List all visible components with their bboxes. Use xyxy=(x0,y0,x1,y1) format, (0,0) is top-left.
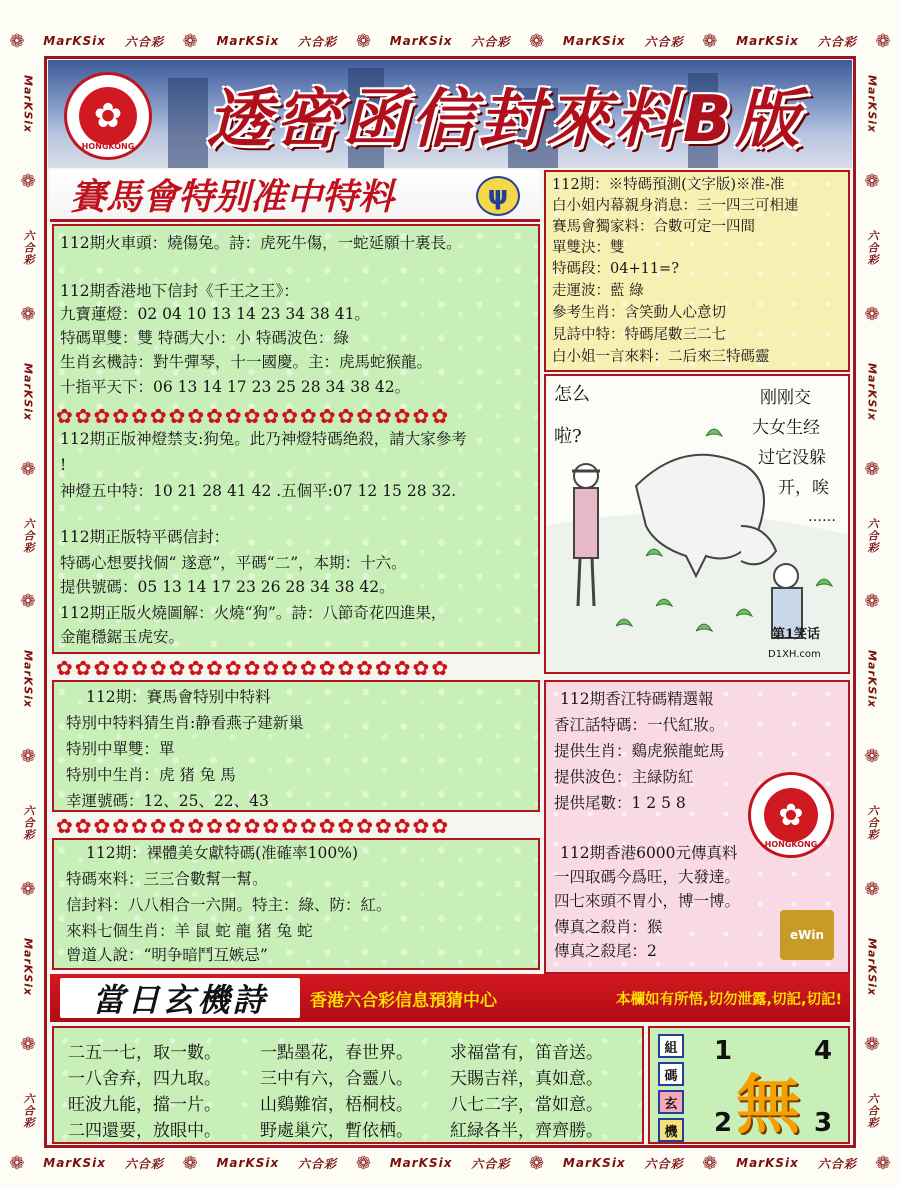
text-line: 生肖玄機詩：對牛彈琴，十一國慶。主：虎馬蛇猴龍。 xyxy=(60,353,433,371)
flower-divider: ✿ ✿ ✿ ✿ ✿ ✿ ✿ ✿ ✿ ✿ ✿ ✿ ✿ ✿ ✿ ✿ ✿ ✿ ✿ ✿ ✿ xyxy=(56,814,449,838)
bauhinia-icon: ✿ xyxy=(79,87,137,145)
flower-icon: ❁ xyxy=(529,1152,545,1174)
text-line: 特碼來料：三三合數幫一幫。 xyxy=(66,870,268,888)
flower-icon: ❁ xyxy=(864,746,880,768)
speech-text: 过它没躲 xyxy=(758,448,826,468)
text-line: 見詩中特：特碼尾數三二七 xyxy=(552,327,726,343)
flower-icon: ❁ xyxy=(864,591,880,613)
flower-icon: ❁ xyxy=(875,30,891,52)
flower-icon: ❁ xyxy=(20,879,36,901)
text-line: 一四取碼今爲旺，大發達。 xyxy=(554,868,741,886)
brand-cn-label: 六合彩 xyxy=(817,1156,857,1171)
poem-panel xyxy=(52,1026,644,1144)
text-line: 十指平天下：06 13 14 17 23 25 28 34 38 42。 xyxy=(60,378,411,396)
text-line: 112期火車頭：燒傷兔。詩：虎死牛傷，一蛇延願十裏長。 xyxy=(60,234,462,252)
text-line: 112期：裸體美女獻特碼(准確率100%) xyxy=(86,844,358,862)
combo-number: 3 xyxy=(814,1108,833,1138)
text-line: 賽馬會獨家料：合數可定一四間 xyxy=(552,219,755,235)
flower-icon: ❁ xyxy=(182,30,198,52)
flower-icon: ❁ xyxy=(20,746,36,768)
brand-cn-label: 六合彩 xyxy=(22,229,35,266)
poem-header-bar xyxy=(50,974,850,1022)
combo-center-char: 無 xyxy=(736,1068,800,1143)
flower-icon: ❁ xyxy=(864,879,880,901)
text-line: 金龍穩鋸玉虎安。 xyxy=(60,628,185,646)
hk-emblem-logo xyxy=(748,772,834,858)
brand-cn-label: 六合彩 xyxy=(866,1092,879,1129)
right-border-strip xyxy=(858,56,886,1148)
flower-icon: ❁ xyxy=(702,30,718,52)
brand-cn-label: 六合彩 xyxy=(817,34,857,49)
flower-icon: ❁ xyxy=(864,303,880,325)
brand-label: MarKSix xyxy=(389,34,453,48)
flower-icon: ❁ xyxy=(864,170,880,192)
flower-icon: ❁ xyxy=(9,1152,25,1174)
text-line: 特别中單雙：單 xyxy=(66,740,175,758)
combo-tag: 玄 xyxy=(658,1090,684,1114)
brand-cn-label: 六合彩 xyxy=(22,1092,35,1129)
flower-icon: ❁ xyxy=(875,1152,891,1174)
poem-verse: 三中有六，合靈八。 xyxy=(260,1069,413,1089)
poem-subtitle: 香港六合彩信息預猜中心 xyxy=(310,990,497,1011)
comic-illustration xyxy=(544,374,850,674)
brand-cn-label: 六合彩 xyxy=(298,34,338,49)
text-line: 神燈五中特：10 21 28 41 42 .五個平:07 12 15 28 32. xyxy=(60,482,457,500)
speech-text: 啦? xyxy=(554,426,582,447)
brand-label: MarKSix xyxy=(736,34,799,48)
brand-cn-label: 六合彩 xyxy=(124,34,164,49)
brand-cn-label: 六合彩 xyxy=(644,34,684,49)
text-line: 提供波色：主緑防紅 xyxy=(554,768,694,786)
flower-icon: ❁ xyxy=(20,1033,36,1055)
brand-label: MarKSix xyxy=(43,1156,107,1170)
bottom-border-strip xyxy=(0,1148,900,1178)
text-line: 信封料：八八相合一六開。特主：綠、防：紅。 xyxy=(66,896,392,914)
brand-label: MarKSix xyxy=(21,362,35,421)
text-line: 特别中生肖：虎 猪 兔 馬 xyxy=(66,766,236,784)
combo-tag: 機 xyxy=(658,1118,684,1142)
flower-icon: ❁ xyxy=(9,30,25,52)
brand-label: MarKSix xyxy=(736,1156,799,1170)
left-section-heading xyxy=(50,170,540,222)
text-line: 傳真之殺肖：猴 xyxy=(554,918,663,936)
brand-label: MarKSix xyxy=(21,937,35,997)
text-line: 參考生肖：含笑動人心意切 xyxy=(552,305,726,321)
text-line: 四七來頭不胃小，博一博。 xyxy=(554,892,741,910)
page-title: 透密函信封來料B版 xyxy=(206,83,804,157)
left-section-title: 賽馬會特别准中特料 xyxy=(70,177,395,218)
text-line: 112期香江特碼精選報 xyxy=(560,690,714,708)
ewin-logo: eWin xyxy=(780,910,834,960)
combo-panel xyxy=(648,1026,850,1144)
brand-label: MarKSix xyxy=(389,1156,453,1170)
hk-emblem-logo xyxy=(64,72,152,160)
text-line: 香江話特碼：一代紅妝。 xyxy=(554,716,725,734)
speech-text: 开，唉 xyxy=(778,478,829,498)
flower-divider: ✿ ✿ ✿ ✿ ✿ ✿ ✿ ✿ ✿ ✿ ✿ ✿ ✿ ✿ ✿ ✿ ✿ ✿ ✿ ✿ ✿ xyxy=(56,404,449,428)
text-line: 幸運號碼：12、25、22、43 xyxy=(66,792,269,810)
poem-verse: 天賜吉祥，真如意。 xyxy=(450,1069,603,1089)
flower-icon: ❁ xyxy=(864,1033,880,1055)
brand-label: MarKSix xyxy=(865,937,879,997)
brand-label: MarKSix xyxy=(562,1156,626,1170)
poem-verse: 一八舍弃，四九取。 xyxy=(68,1069,221,1089)
text-line: 白小姐内幕親身消息：三一四三可相連 xyxy=(552,198,799,214)
text-line: 112期正版神燈禁支:狗兔。此乃神燈特碼绝殺，請大家參考 xyxy=(60,430,467,448)
text-line: ! xyxy=(60,456,67,474)
brand-cn-label: 六合彩 xyxy=(866,517,879,554)
combo-number: 4 xyxy=(814,1036,833,1066)
text-line: 傳真之殺尾：2 xyxy=(554,942,657,960)
combo-tag: 碼 xyxy=(658,1062,684,1086)
text-line: 112期：賽馬會特别中特料 xyxy=(86,688,271,706)
poem-verse: 八七二字，當如意。 xyxy=(450,1095,603,1115)
brand-cn-label: 六合彩 xyxy=(22,805,35,842)
text-line: 單雙決：雙 xyxy=(552,240,625,256)
text-line: 提供號碼：05 13 14 17 23 26 28 34 38 42。 xyxy=(60,578,395,596)
text-line: 特碼單雙：雙 特碼大小：小 特碼波色：綠 xyxy=(60,329,349,347)
brand-label: MarKSix xyxy=(216,34,280,48)
poem-verse: 旺波九能，擋一片。 xyxy=(68,1095,221,1115)
flower-icon: ❁ xyxy=(702,1152,718,1174)
text-line: 112期：※特碼預測(文字版)※准-准 xyxy=(552,177,785,193)
bauhinia-icon: ✿ xyxy=(764,788,818,842)
speech-text: 怎么 xyxy=(554,384,590,405)
brand-cn-label: 六合彩 xyxy=(471,1156,511,1171)
top-border-strip xyxy=(0,26,900,56)
poem-verse: 紅緑各半，齊齊勝。 xyxy=(450,1121,603,1141)
text-line: 112期香港6000元傳真料 xyxy=(560,844,738,862)
emblem-label: HONGKONG xyxy=(81,142,135,151)
text-line: 來料七個生肖：羊 鼠 蛇 龍 猪 兔 蛇 xyxy=(66,922,313,940)
text-line: 提供尾數：1 2 5 8 xyxy=(554,794,686,812)
brand-label: MarKSix xyxy=(43,34,107,48)
flower-icon: ❁ xyxy=(20,591,36,613)
poem-verse: 野處巢穴，暫依栖。 xyxy=(260,1121,413,1141)
brand-cn-label: 六合彩 xyxy=(644,1156,684,1171)
emblem-label: HONGKONG xyxy=(764,840,818,849)
jockey-club-badge-icon: ψ xyxy=(476,176,520,216)
brand-label: MarKSix xyxy=(562,34,626,48)
combo-tag: 組 xyxy=(658,1034,684,1058)
brand-label: MarKSix xyxy=(865,362,879,421)
flower-icon: ❁ xyxy=(20,458,36,480)
speech-text: …… xyxy=(808,509,836,525)
brand-label: MarKSix xyxy=(865,650,879,709)
brand-cn-label: 六合彩 xyxy=(866,805,879,842)
text-line: 特碼心想要找個“ 遂意”，平碼“二”，本期：十六。 xyxy=(60,554,407,572)
text-line: 特別中特料猜生肖:静看燕子建新巢 xyxy=(66,714,304,732)
flower-icon: ❁ xyxy=(355,1152,371,1174)
speech-text: 大女生经 xyxy=(752,418,820,438)
text-line: 112期正版特平碼信封： xyxy=(60,528,230,546)
brand-cn-label: 六合彩 xyxy=(866,229,879,266)
comic-brand-url: D1XH.com xyxy=(768,649,821,660)
brand-cn-label: 六合彩 xyxy=(124,1156,164,1171)
flower-icon: ❁ xyxy=(355,30,371,52)
flower-icon: ❁ xyxy=(182,1152,198,1174)
text-line: 提供生肖：鷄虎猴龍蛇馬 xyxy=(554,742,725,760)
brand-cn-label: 六合彩 xyxy=(22,517,35,554)
brand-label: MarKSix xyxy=(21,74,35,134)
text-line: 112期香港地下信封《千王之王》： xyxy=(60,282,299,300)
speech-text: 刚刚交 xyxy=(760,388,811,408)
text-line: 九寶蓮燈：02 04 10 13 14 23 34 38 41。 xyxy=(60,305,370,323)
text-line: 曾道人說：“明争暗鬥互嫉忌” xyxy=(66,946,268,964)
text-line: 白小姐一言來料：二后來三特碼靈 xyxy=(552,349,770,365)
flower-icon: ❁ xyxy=(20,170,36,192)
poem-verse: 一點墨花，春世界。 xyxy=(260,1043,413,1063)
brand-cn-label: 六合彩 xyxy=(298,1156,338,1171)
text-line: 特碼段：04+11=? xyxy=(552,261,679,277)
text-line: 112期正版火燒圖解：火燒“狗”。詩：八節奇花四進果， xyxy=(60,604,447,622)
poem-title: 當日玄機詩 xyxy=(60,978,300,1018)
flower-icon: ❁ xyxy=(20,303,36,325)
combo-number: 2 xyxy=(714,1108,733,1138)
brand-label: MarKSix xyxy=(21,650,35,709)
left-border-strip xyxy=(14,56,42,1148)
poem-verse: 二五一七，取一數。 xyxy=(68,1043,221,1063)
poem-note: 本欄如有所悟,切勿泄露,切記,切記! xyxy=(616,991,843,1008)
brand-cn-label: 六合彩 xyxy=(471,34,511,49)
brand-label: MarKSix xyxy=(865,74,879,134)
poem-verse: 求福當有，笛音送。 xyxy=(450,1043,603,1063)
flower-icon: ❁ xyxy=(864,458,880,480)
flower-divider: ✿ ✿ ✿ ✿ ✿ ✿ ✿ ✿ ✿ ✿ ✿ ✿ ✿ ✿ ✿ ✿ ✿ ✿ ✿ ✿ ✿ xyxy=(56,656,449,680)
combo-number: 1 xyxy=(714,1036,733,1066)
text-line: 走運波：藍 綠 xyxy=(552,283,644,299)
flower-icon: ❁ xyxy=(529,30,545,52)
poem-verse: 二四還要，放眼中。 xyxy=(68,1121,221,1141)
comic-brand-label: 第1笑话 xyxy=(772,627,821,642)
poem-verse: 山鷄難宿，梧桐枝。 xyxy=(260,1095,413,1115)
brand-label: MarKSix xyxy=(216,1156,280,1170)
